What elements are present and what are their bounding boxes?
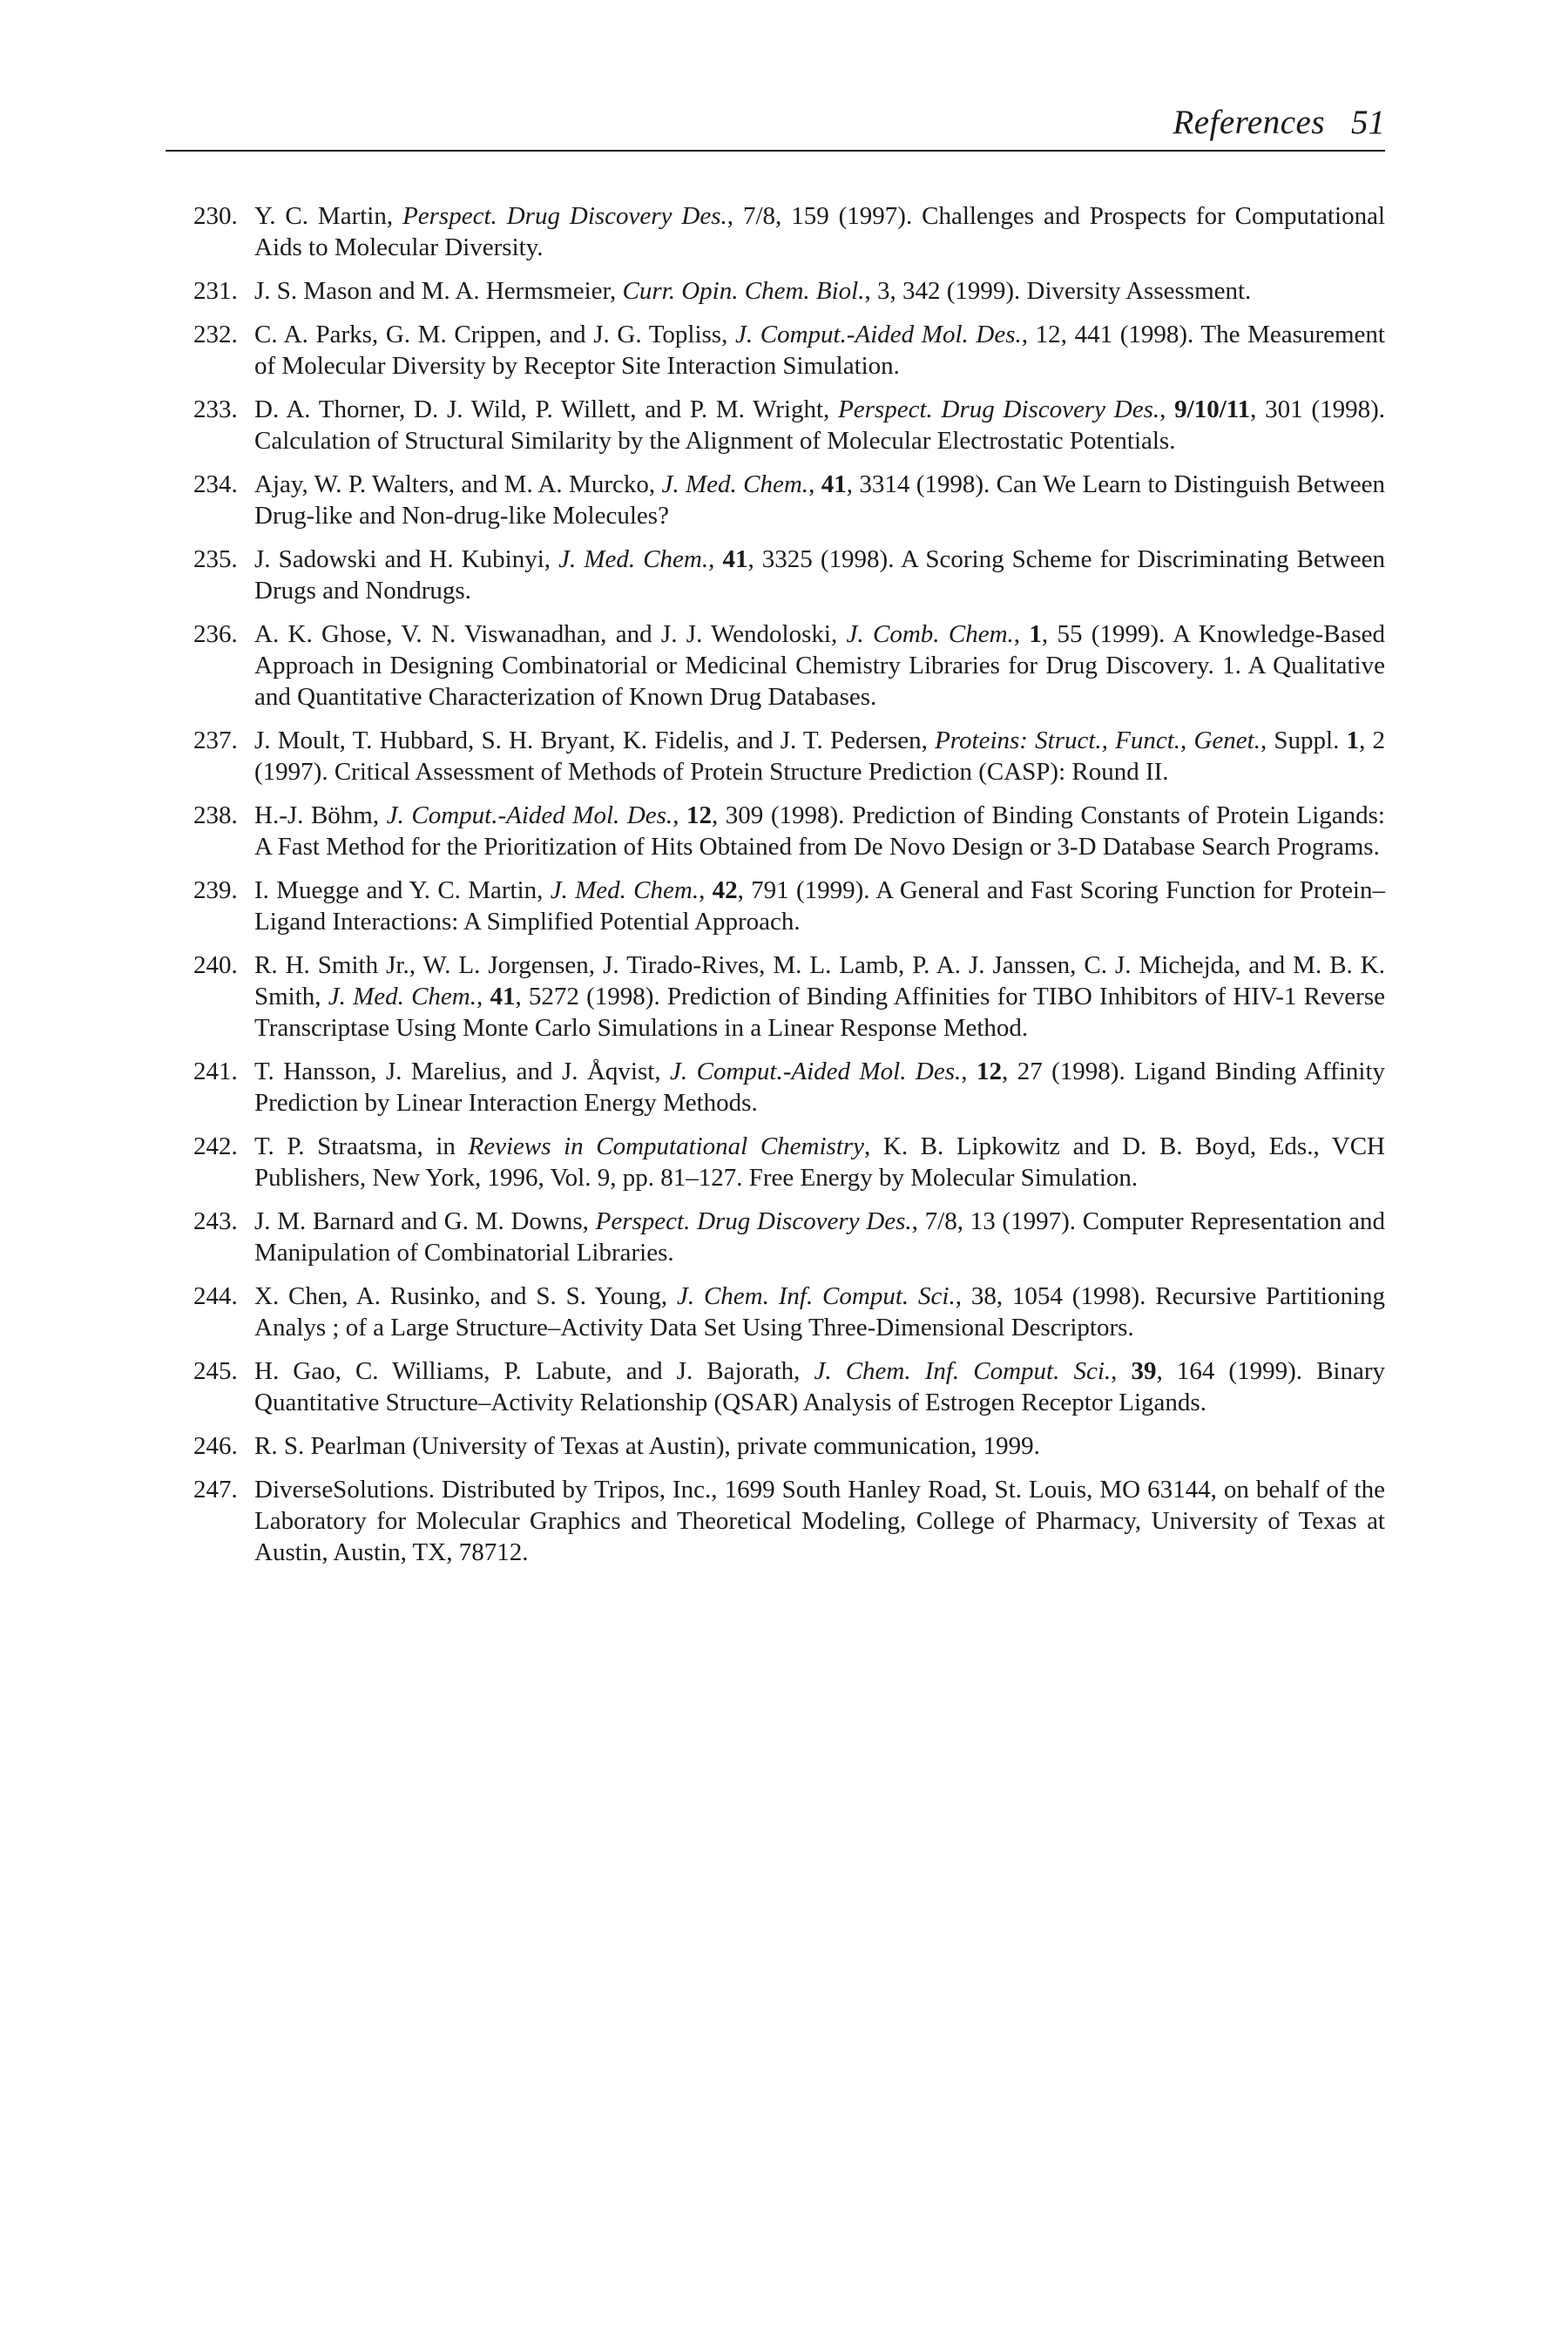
journal-title: J. Chem. Inf. Comput. Sci. <box>814 1357 1112 1385</box>
reference-text <box>254 1282 1385 1342</box>
journal-title: Proteins: Struct., Funct., Genet. <box>935 727 1260 754</box>
journal-title: J. Comb. Chem. <box>846 620 1014 648</box>
citation-text: , 791 (1999). A General and Fast Scoring Function for Protein–Ligand Interactions: A Simplified Potential Approach. <box>254 876 1385 936</box>
citation-text: H.-J. Böhm, <box>254 801 387 829</box>
reference-entry <box>193 1430 1385 1462</box>
volume-number: 39 <box>1131 1357 1157 1385</box>
journal-title: J. Med. Chem. <box>328 983 476 1010</box>
reference-entry <box>193 1281 1385 1343</box>
journal-title: J. Comput.-Aided Mol. Des. <box>386 801 673 829</box>
journal-title: J. Chem. Inf. Comput. Sci. <box>676 1282 956 1310</box>
reference-text <box>254 277 1251 305</box>
reference-text <box>254 620 1385 711</box>
reference-entry <box>193 200 1385 263</box>
volume-number: 42 <box>712 876 738 904</box>
citation-text: T. Hansson, J. Marelius, and J. Åqvist, <box>254 1058 671 1085</box>
citation-text: H. Gao, C. Williams, P. Labute, and J. Bajorath, <box>254 1357 814 1385</box>
citation-text: , <box>808 470 821 498</box>
reference-text <box>254 876 1385 936</box>
citation-text: , 5272 (1998). Prediction of Binding Affinities for TIBO Inhibitors of HIV-1 Reverse Transcriptase Using Monte Carlo Simulations in a Linear Response Method. <box>254 983 1385 1042</box>
reference-number: 230. <box>193 202 238 230</box>
journal-title: Perspect. Drug Discovery Des. <box>402 202 727 230</box>
citation-text: , <box>708 545 723 573</box>
reference-text <box>254 1058 1385 1117</box>
citation-text: , 301 (1998). Calculation of Structural Similarity by the Alignment of Molecular Electrostatic Potentials. <box>254 395 1385 455</box>
reference-number: 234. <box>193 470 238 498</box>
reference-text <box>254 470 1385 530</box>
reference-number: 247. <box>193 1476 238 1504</box>
journal-title: J. Med. Chem. <box>661 470 809 498</box>
citation-text: , 164 (1999). Binary Quantitative Structure–Activity Relationship (QSAR) Analysis of Estrogen Receptor Ligands. <box>254 1357 1386 1416</box>
citation-text: , K. B. Lipkowitz and D. B. Boyd, Eds., VCH Publishers, New York, 1996, Vol. 9, pp. 81–127. Free Energy by Molecular Simulation. <box>254 1132 1385 1192</box>
citation-text: J. S. Mason and M. A. Hermsmeier, <box>254 277 623 305</box>
reference-text <box>254 1132 1385 1192</box>
reference-number: 240. <box>193 951 238 979</box>
citation-text: T. P. Straatsma, in <box>254 1132 469 1160</box>
citation-text: J. M. Barnard and G. M. Downs, <box>254 1207 596 1235</box>
reference-entry <box>193 275 1385 307</box>
reference-entry <box>193 1355 1385 1418</box>
reference-entry <box>193 950 1385 1044</box>
citation-text: I. Muegge and Y. C. Martin, <box>254 876 551 904</box>
citation-text: , 3325 (1998). A Scoring Scheme for Discriminating Between Drugs and Nondrugs. <box>254 545 1385 605</box>
citation-text: , <box>1013 620 1030 648</box>
journal-title: J. Comput.-Aided Mol. Des. <box>734 321 1022 348</box>
volume-number: 41 <box>722 545 748 573</box>
citation-text: , 309 (1998). Prediction of Binding Constants of Protein Ligands: A Fast Method for the Prioritization of Hits Obtained from De Novo Design or 3-D Database Search Programs. <box>254 801 1385 861</box>
reference-number: 244. <box>193 1282 238 1310</box>
reference-number: 238. <box>193 801 238 829</box>
volume-number: 1 <box>1029 620 1042 648</box>
citation-text: R. H. Smith Jr., W. L. Jorgensen, J. Tirado-Rives, M. L. Lamb, P. A. J. Janssen, C. J. Michejda, and M. B. K. Smith, <box>254 951 1385 1010</box>
citation-text: R. S. Pearlman (University of Texas at Austin), private communication, 1999. <box>254 1432 1040 1460</box>
reference-entry <box>193 544 1385 606</box>
citation-text: J. Sadowski and H. Kubinyi, <box>254 545 559 573</box>
reference-entry <box>193 394 1385 456</box>
reference-entry <box>193 725 1385 787</box>
reference-number: 235. <box>193 545 238 573</box>
reference-entry <box>193 469 1385 531</box>
reference-text <box>254 395 1385 455</box>
citation-text: , Suppl. <box>1260 727 1347 754</box>
volume-number: 12 <box>976 1058 1002 1085</box>
citation-text: , 2 (1997). Critical Assessment of Methods of Protein Structure Prediction (CASP): Round II. <box>254 727 1386 786</box>
citation-text: C. A. Parks, G. M. Crippen, and J. G. Topliss, <box>254 321 735 348</box>
reference-text <box>254 801 1385 861</box>
reference-text <box>254 1207 1385 1267</box>
citation-text: D. A. Thorner, D. J. Wild, P. Willett, and P. M. Wright, <box>254 395 839 423</box>
reference-text <box>254 321 1385 380</box>
reference-text <box>254 1432 1040 1460</box>
citation-text: , 7/8, 13 (1997). Computer Representation and Manipulation of Combinatorial Libraries. <box>254 1207 1385 1267</box>
reference-number: 239. <box>193 876 238 904</box>
reference-text <box>254 545 1385 605</box>
section-title: References <box>1173 104 1325 141</box>
journal-title: Reviews in Computational Chemistry <box>468 1132 865 1160</box>
reference-number: 242. <box>193 1132 238 1160</box>
citation-text: Ajay, W. P. Walters, and M. A. Murcko, <box>254 470 662 498</box>
journal-title: Curr. Opin. Chem. Biol. <box>622 277 865 305</box>
reference-text <box>254 951 1385 1042</box>
reference-text <box>254 1357 1385 1416</box>
reference-entry <box>193 800 1385 862</box>
citation-text: , <box>672 801 686 829</box>
reference-number: 237. <box>193 727 238 754</box>
citation-text: , <box>699 876 713 904</box>
page-number: 51 <box>1351 104 1385 141</box>
reference-number: 243. <box>193 1207 238 1235</box>
citation-text: , 12, 441 (1998). The Measurement of Molecular Diversity by Receptor Site Interaction Simulation. <box>254 321 1385 380</box>
reference-entry <box>193 1474 1385 1568</box>
journal-title: Perspect. Drug Discovery Des. <box>838 395 1160 423</box>
citation-text: , <box>961 1058 977 1085</box>
volume-number: 1 <box>1346 727 1360 754</box>
journal-title: J. Comput.-Aided Mol. Des. <box>670 1058 962 1085</box>
citation-text: A. K. Ghose, V. N. Viswanadhan, and J. J. Wendoloski, <box>254 620 847 648</box>
journal-title: Perspect. Drug Discovery Des. <box>595 1207 912 1235</box>
reference-entry <box>193 618 1385 713</box>
citation-text: Y. C. Martin, <box>254 202 403 230</box>
volume-number: 9/10/11 <box>1174 395 1251 423</box>
reference-entry <box>193 1206 1385 1268</box>
reference-number: 245. <box>193 1357 238 1385</box>
citation-text: , 3314 (1998). Can We Learn to Distinguish Between Drug-like and Non-drug-like Molecules? <box>254 470 1386 530</box>
reference-text <box>254 1476 1385 1566</box>
citation-text: , 38, 1054 (1998). Recursive Partitioning Analys ; of a Large Structure–Activity Data Set Using Three-Dimensional Descriptors. <box>254 1282 1386 1342</box>
reference-entry <box>193 875 1385 937</box>
reference-entry <box>193 1131 1385 1193</box>
citation-text: , <box>476 983 490 1010</box>
reference-number: 232. <box>193 321 238 348</box>
citation-text: , 55 (1999). A Knowledge-Based Approach in Designing Combinatorial or Medicinal Chemistry Libraries for Drug Discovery. 1. A Qualitative and Quantitative Characterization of Known Drug Databases. <box>254 620 1386 711</box>
reference-text <box>254 727 1385 786</box>
reference-list <box>193 200 1385 1580</box>
reference-number: 241. <box>193 1058 238 1085</box>
journal-title: J. Med. Chem. <box>558 545 709 573</box>
reference-text <box>254 202 1385 261</box>
reference-entry <box>193 319 1385 382</box>
citation-text: , 7/8, 159 (1997). Challenges and Prospects for Computational Aids to Molecular Diversity. <box>254 202 1385 261</box>
volume-number: 41 <box>490 983 516 1010</box>
reference-number: 246. <box>193 1432 238 1460</box>
citation-text: , 3, 342 (1999). Diversity Assessment. <box>864 277 1252 305</box>
journal-title: J. Med. Chem. <box>550 876 700 904</box>
reference-number: 231. <box>193 277 238 305</box>
volume-number: 12 <box>686 801 712 829</box>
citation-text: DiverseSolutions. Distributed by Tripos, Inc., 1699 South Hanley Road, St. Louis, MO 63144, on behalf of the Laboratory for Molecular Graphics and Theoretical Modeling, College of Pharmacy, University of Texas at Austin, Austin, TX, 78712. <box>254 1476 1385 1566</box>
citation-text: , <box>1159 395 1175 423</box>
citation-text: X. Chen, A. Rusinko, and S. S. Young, <box>254 1282 677 1310</box>
citation-text: , <box>1111 1357 1132 1385</box>
reference-number: 233. <box>193 395 238 423</box>
reference-number: 236. <box>193 620 238 648</box>
citation-text: , 27 (1998). Ligand Binding Affinity Prediction by Linear Interaction Energy Methods. <box>254 1058 1385 1117</box>
running-header <box>166 103 1385 152</box>
volume-number: 41 <box>821 470 847 498</box>
reference-entry <box>193 1056 1385 1119</box>
citation-text: J. Moult, T. Hubbard, S. H. Bryant, K. Fidelis, and J. T. Pedersen, <box>254 727 936 754</box>
